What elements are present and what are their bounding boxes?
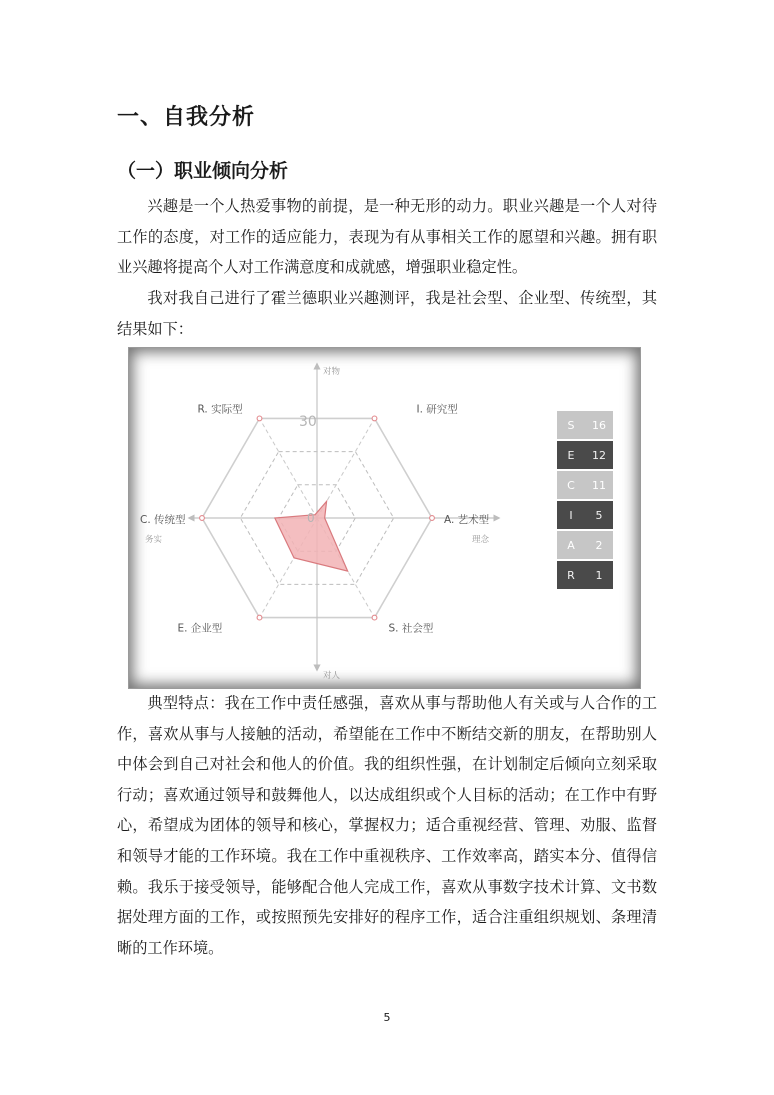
scale-min-label: 0 — [307, 511, 315, 525]
subsection-heading: （一）职业倾向分析 — [117, 160, 289, 182]
score-key-i: I — [569, 509, 573, 522]
score-key-e: E — [567, 449, 575, 462]
scale-max-label: 30 — [299, 414, 317, 430]
axis-label-e: E. 企业型 — [177, 622, 223, 635]
score-cell-r — [557, 561, 613, 589]
score-value-i: 5 — [595, 509, 603, 522]
score-key-s: S — [567, 419, 575, 432]
axis-label-i: I. 研究型 — [416, 403, 458, 416]
score-value-r: 1 — [595, 569, 603, 582]
holland-chart-frame — [128, 347, 641, 689]
direction-right-label: 理念 — [472, 535, 490, 545]
vertex-dot-s — [372, 615, 377, 620]
holland-radar-chart — [129, 348, 640, 688]
axis-label-c: C. 传统型 — [140, 514, 186, 526]
test-paragraph: 我对我自己进行了霍兰德职业兴趣测评，我是社会型、企业型、传统型，其结果如下： — [117, 289, 657, 338]
vertex-dot-e — [257, 615, 262, 620]
score-key-a: A — [567, 539, 575, 552]
score-value-c: 11 — [592, 479, 606, 492]
vertex-dot-i — [372, 416, 377, 421]
score-value-e: 12 — [592, 449, 606, 462]
section-heading: 一、自我分析 — [117, 105, 256, 130]
traits-paragraph: 典型特点：我在工作中责任感强，喜欢从事与帮助他人有关或与人合作的工作，喜欢从事与人接触的活动，希望能在工作中不断结交新的朋友，在帮助别人中体会到自己对社会和他人的价值。我的组织性强，在计划制定后倾向立刻采取行动；喜欢通过领导和鼓舞他人，以达成组织或个人目标的活动；在工作中有野心，希望成为团体的领导和核心，掌握权力；适合重视经营、管理、劝服、监督和领导才能的工作环境。我在工作中重视秩序、工作效率高，踏实本分、值得信赖。我乐于接受领导，能够配合他人完成工作，喜欢从事数字技术计算、文书数据处理方面的工作，或按照预先安排好的程序工作，适合注重组织规划、条理清晰的工作环境。 — [117, 694, 657, 957]
score-cell-a — [557, 531, 613, 559]
axis-label-r: R. 实际型 — [197, 403, 243, 416]
score-value-a: 2 — [595, 539, 603, 552]
score-value-s: 16 — [592, 419, 606, 432]
direction-left-label: 务实 — [145, 535, 163, 545]
direction-bottom-label: 对人 — [323, 671, 341, 681]
vertex-dot-a — [430, 516, 435, 521]
grid-spoke-r — [260, 418, 318, 518]
vertex-dot-r — [257, 416, 262, 421]
intro-paragraph: 兴趣是一个人热爱事物的前提，是一种无形的动力。职业兴趣是一个人对待工作的态度，对工作的适应能力，表现为有从事相关工作的愿望和兴趣。拥有职业兴趣将提高个人对工作满意度和成就感，增强职业稳定性。 — [117, 197, 657, 277]
score-key-c: C — [567, 479, 575, 492]
vertex-dot-c — [200, 516, 205, 521]
score-cell-i — [557, 501, 613, 529]
page-number: 5 — [383, 1011, 391, 1024]
score-key-r: R — [567, 569, 575, 582]
axis-label-a: A. 艺术型 — [444, 514, 490, 526]
axis-label-s: S. 社会型 — [388, 622, 434, 635]
direction-top-label: 对物 — [323, 367, 341, 377]
